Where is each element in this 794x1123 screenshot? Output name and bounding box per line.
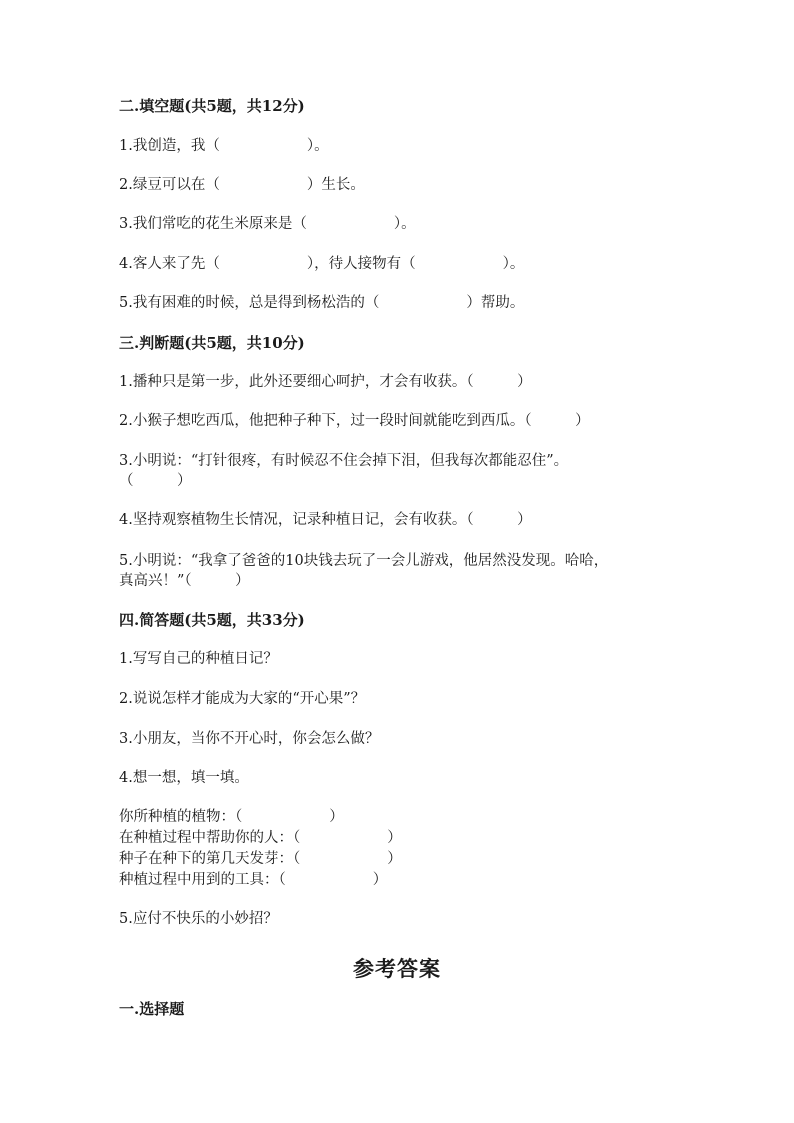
short-question-2: 2.说说怎样才能成为大家的“开心果”？ <box>119 691 366 707</box>
judge-question-5-line-2: 真高兴！”（ ） <box>119 573 250 589</box>
section-4-heading: 四.简答题(共5题，共33分) <box>119 611 305 629</box>
short-question-4-item-b: 在种植过程中帮助你的人：（ ） <box>119 830 402 846</box>
fill-question-5: 5.我有困难的时候，总是得到杨松浩的（ ）帮助。 <box>119 295 525 311</box>
judge-question-3-line-2: （ ） <box>119 473 192 489</box>
fill-question-1: 1.我创造，我（ ）。 <box>119 138 329 154</box>
fill-question-4: 4.客人来了先（ ），待人接物有（ ）。 <box>119 256 525 272</box>
answers-section-1-heading: 一.选择题 <box>119 1000 185 1018</box>
judge-question-2: 2.小猴子想吃西瓜，他把种子种下，过一段时间就能吃到西瓜。（ ） <box>119 413 590 429</box>
judge-question-3-line-1: 3.小明说：“打针很疼，有时候忍不住会掉下泪，但我每次都能忍住”。 <box>119 453 569 469</box>
short-question-1: 1.写写自己的种植日记？ <box>119 651 278 667</box>
section-3-heading: 三.判断题(共5题，共10分) <box>119 334 305 352</box>
judge-question-5-line-1: 5.小明说：“我拿了爸爸的10块钱去玩了一会儿游戏，他居然没发现。哈哈， <box>119 553 609 569</box>
judge-question-4: 4.坚持观察植物生长情况，记录种植日记，会有收获。（ ） <box>119 512 532 528</box>
section-2-heading: 二.填空题(共5题，共12分) <box>119 97 305 115</box>
short-question-4-item-c: 种子在种下的第几天发芽：（ ） <box>119 851 402 867</box>
short-question-4-item-d: 种植过程中用到的工具：（ ） <box>119 872 388 888</box>
short-question-3: 3.小朋友，当你不开心时，你会怎么做？ <box>119 731 380 747</box>
short-question-4: 4.想一想，填一填。 <box>119 770 249 786</box>
fill-question-3: 3.我们常吃的花生米原来是（ ）。 <box>119 216 416 232</box>
judge-question-1: 1.播种只是第一步，此外还要细心呵护，才会有收获。（ ） <box>119 374 532 390</box>
fill-question-2: 2.绿豆可以在（ ）生长。 <box>119 177 365 193</box>
short-question-5: 5.应付不快乐的小妙招？ <box>119 911 278 927</box>
short-question-4-item-a: 你所种植的植物：（ ） <box>119 809 344 825</box>
answers-title: 参考答案 <box>353 956 441 981</box>
